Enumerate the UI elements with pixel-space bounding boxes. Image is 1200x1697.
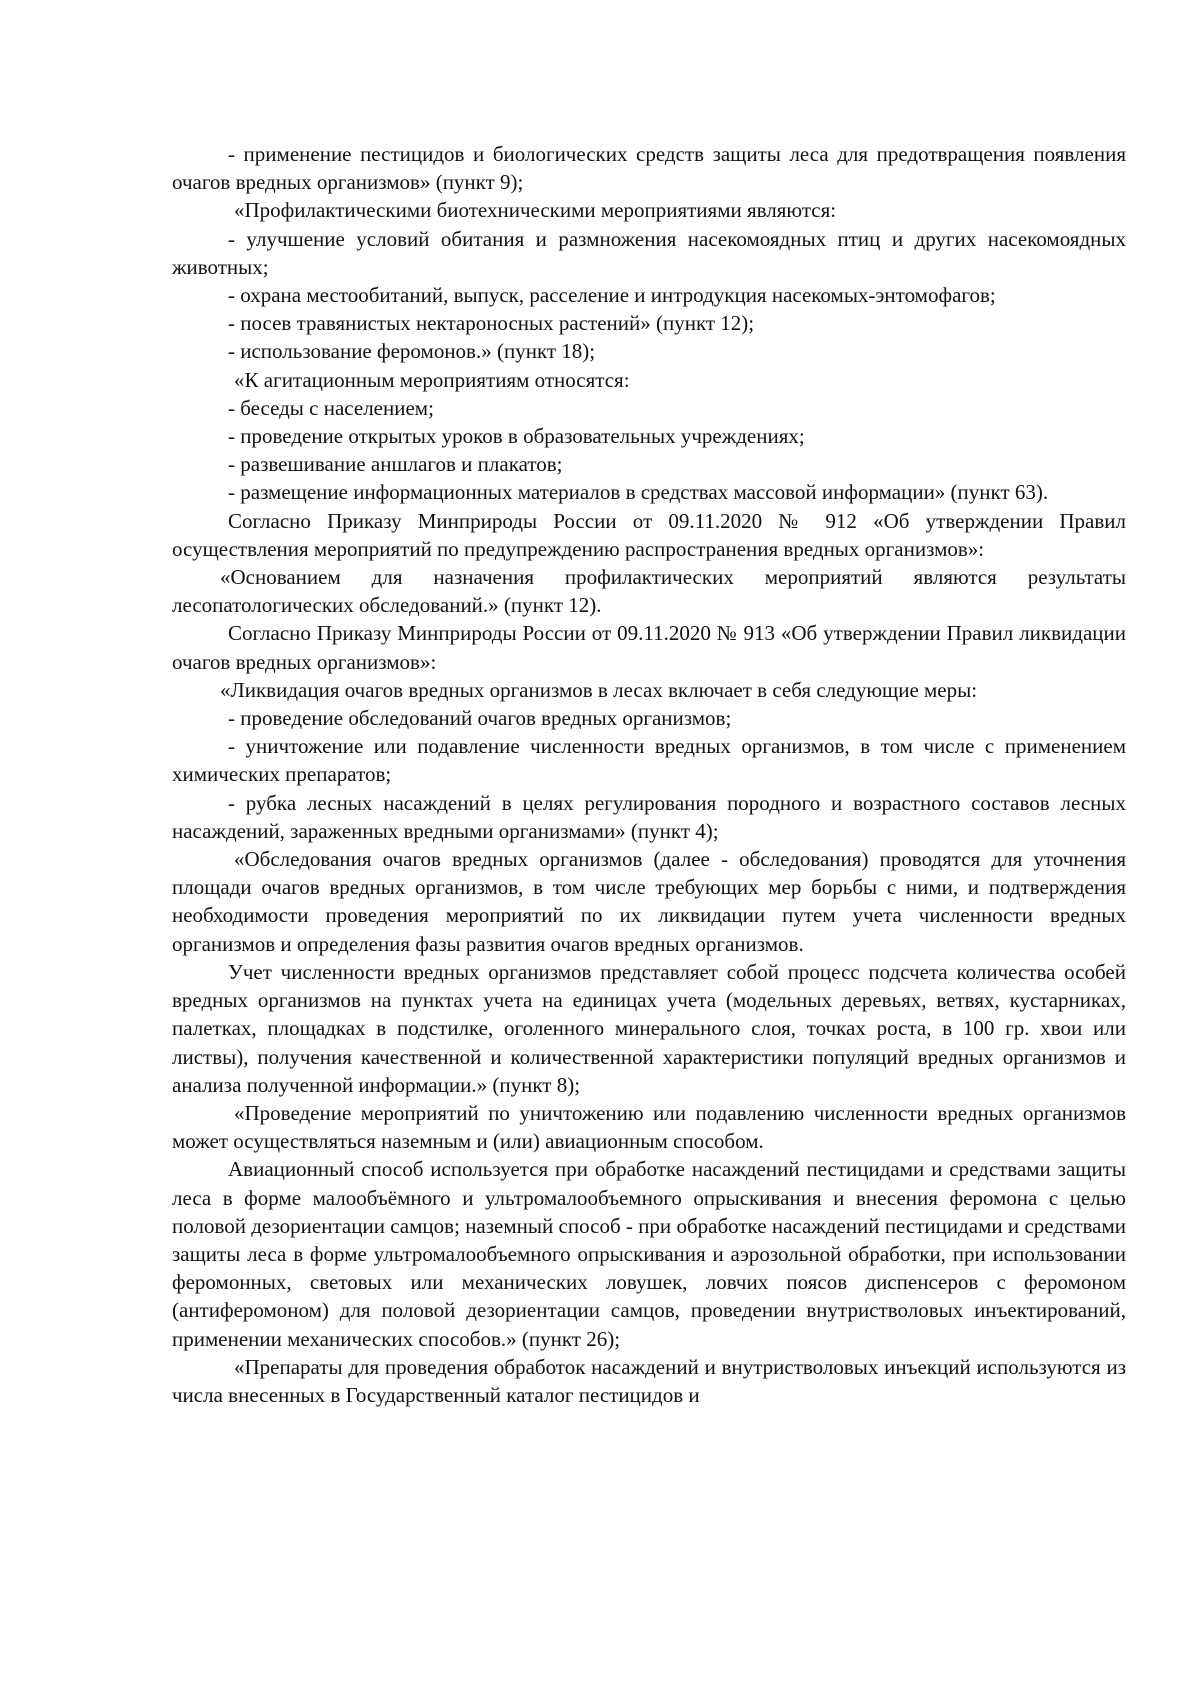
- paragraph: - проведение открытых уроков в образовательных учреждениях;: [228, 424, 805, 449]
- paragraph: Согласно Приказу Минприроды России от 09.11.2020 № 912 «Об утверждении Правил осуществления мероприятий по предупреждению распространения вредных организмов»:: [172, 508, 1126, 561]
- paragraph: «Обследования очагов вредных организмов (далее - обследования) проводятся для уточнения площади очагов вредных организмов, в том числе требующих мер борьбы с ними, и подтверждения необходимости проведения мероприятий по их ликвидации путем учета численности вредных организмов и определения фазы развития очагов вредных организмов.: [172, 847, 1126, 956]
- paragraph: Учет численности вредных организмов представляет собой процесс подсчета количества особей вредных организмов на пунктах учета на единицах учета (модельных деревьях, ветвях, кустарниках, палетках, площадках в подстилке, оголенного минерального слоя, точках роста, в 100 гр. хвои или листвы), получения качественной и количественной характеристики популяций вредных организмов и анализа полученной информации.» (пункт 8);: [172, 959, 1126, 1097]
- document-page: [172, 140, 1126, 1409]
- paragraph: «Профилактическими биотехническими мероприятиями являются:: [234, 198, 837, 223]
- paragraph: - использование феромонов.» (пункт 18);: [228, 339, 596, 364]
- paragraph: - размещение информационных материалов в средствах массовой информации» (пункт 63).: [228, 480, 1049, 505]
- paragraph: «Ликвидация очагов вредных организмов в лесах включает в себя следующие меры:: [220, 677, 978, 702]
- paragraph: - посев травянистых нектароносных растений» (пункт 12);: [228, 311, 755, 336]
- paragraph: Авиационный способ используется при обработке насаждений пестицидами и средствами защиты леса в форме малообъёмного и ультромалообъемного опрыскивания и внесения феромона с целью половой дезориентации самцов; наземный способ - при обработке насаждений пестицидами и средствами защиты леса в форме ультромалообъемного опрыскивания и аэрозольной обработки, при использовании феромонных, световых или механических ловушек, ловчих поясов диспенсеров с феромоном (антиферомоном) для половой дезориентации самцов, проведении внутристволовых инъектирований, применении механических способов.» (пункт 26);: [172, 1157, 1126, 1351]
- paragraph: Согласно Приказу Минприроды России от 09.11.2020 № 913 «Об утверждении Правил ликвидации очагов вредных организмов»:: [172, 621, 1126, 674]
- paragraph: - улучшение условий обитания и размножения насекомоядных птиц и других насекомоядных животных;: [172, 226, 1126, 279]
- paragraph: - беседы с населением;: [228, 395, 434, 420]
- paragraph: - рубка лесных насаждений в целях регулирования породного и возрастного составов лесных насаждений, зараженных вредными организмами» (пункт 4);: [172, 790, 1126, 843]
- paragraph: - проведение обследований очагов вредных организмов;: [228, 706, 732, 731]
- paragraph: - уничтожение или подавление численности вредных организмов, в том числе с применением химических препаратов;: [172, 734, 1126, 787]
- paragraph: «К агитационным мероприятиям относятся:: [234, 367, 630, 392]
- paragraph: «Препараты для проведения обработок насаждений и внутристволовых инъекций используются из числа внесенных в Государственный каталог пестицидов и: [172, 1354, 1126, 1407]
- paragraph: - охрана местообитаний, выпуск, расселение и интродукция насекомых-энтомофагов;: [228, 283, 996, 308]
- paragraph: - развешивание аншлагов и плакатов;: [228, 452, 563, 477]
- paragraph: - применение пестицидов и биологических средств защиты леса для предотвращения появления очагов вредных организмов» (пункт 9);: [172, 142, 1126, 195]
- paragraph: «Проведение мероприятий по уничтожению или подавлению численности вредных организмов может осуществляться наземным и (или) авиационным способом.: [172, 1100, 1126, 1154]
- paragraph: «Основанием для назначения профилактических мероприятий являются результаты лесопатологических обследований.» (пункт 12).: [172, 565, 1126, 618]
